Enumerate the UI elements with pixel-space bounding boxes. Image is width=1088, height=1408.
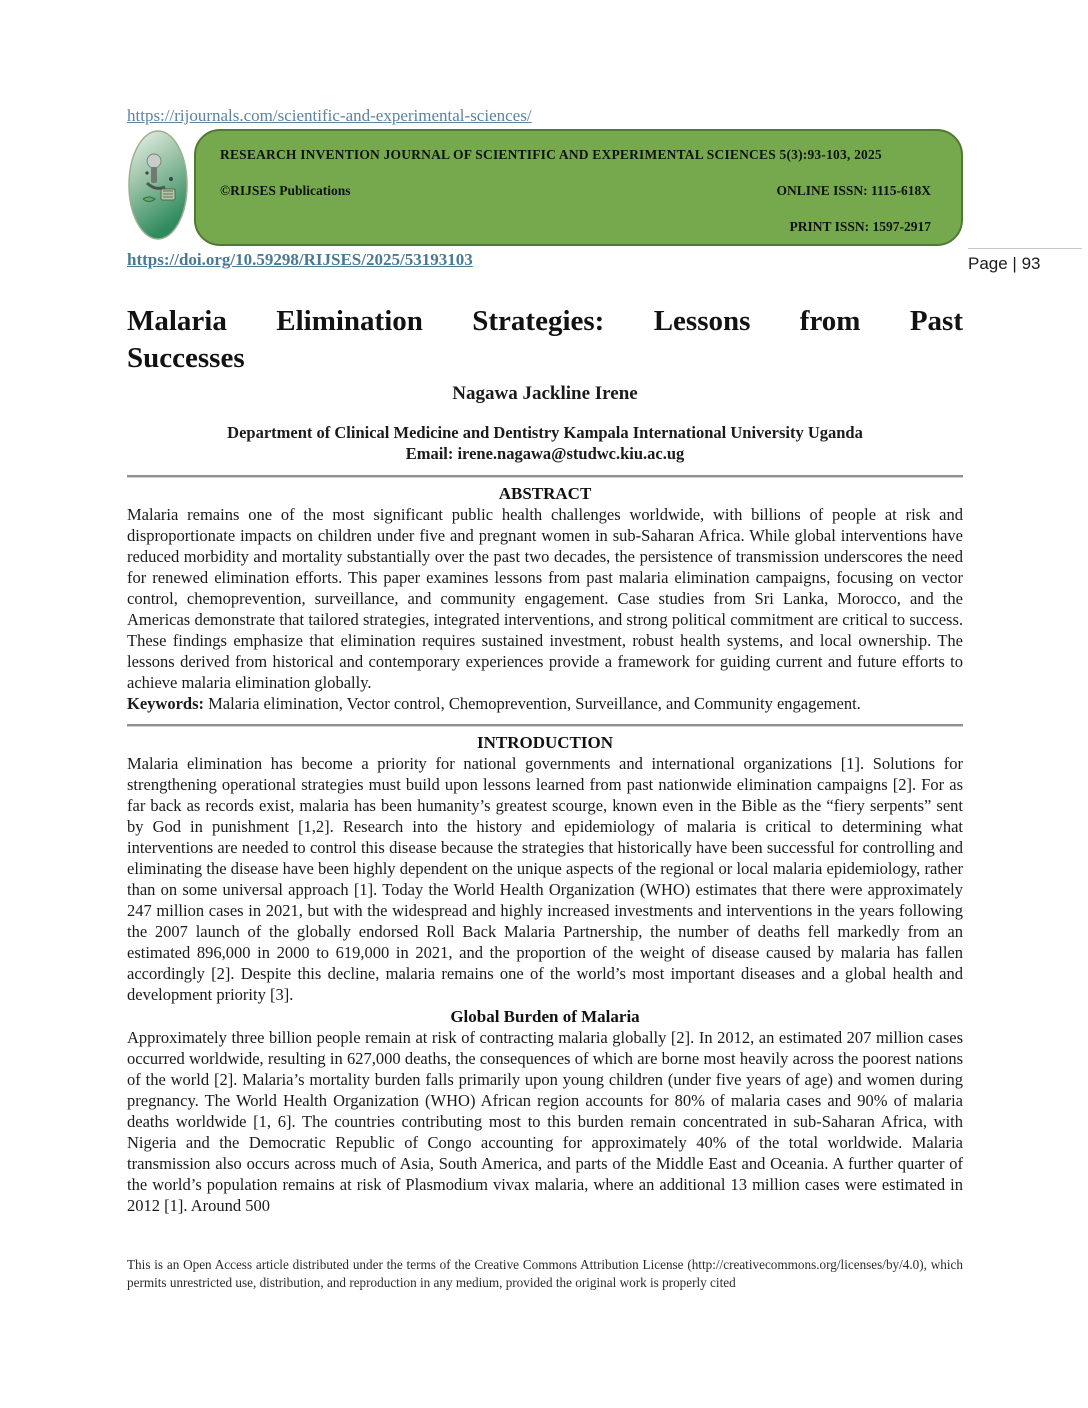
article-title-line2: Successes xyxy=(127,342,245,374)
page-number: Page | 93 xyxy=(968,248,1082,274)
abstract-heading: ABSTRACT xyxy=(498,484,592,503)
journal-header xyxy=(127,129,963,246)
journal-link-row xyxy=(127,0,963,126)
print-issn: PRINT ISSN: 1597-2917 xyxy=(789,219,931,234)
doi-row xyxy=(127,250,963,270)
journal-url-link[interactable]: https://rijournals.com/scientific-and-experimental-sciences/ xyxy=(127,106,532,125)
journal-banner-box xyxy=(194,129,963,246)
author-affiliation: Department of Clinical Medicine and Dentistry Kampala International University Uganda xyxy=(227,423,863,442)
publisher-line: ©RIJSES Publications xyxy=(220,183,351,198)
keywords-text: Malaria elimination, Vector control, Chemoprevention, Surveillance, and Community engagement. xyxy=(204,694,861,713)
author-email: Email: irene.nagawa@studwc.kiu.ac.ug xyxy=(405,444,685,463)
abstract-body: Malaria remains one of the most significant public health challenges worldwide, with billions of people at risk and disproportionate impacts on children under five and pregnant women in sub-Saharan Africa. While global interventions have reduced morbidity and mortality substantially over the past two decades, the persistence of transmission underscores the need for renewed elimination efforts. This paper examines lessons from past malaria elimination campaigns, focusing on vector control, chemoprevention, surveillance, and community engagement. Case studies from Sri Lanka, Morocco, and the Americas demonstrate that tailored strategies, integrated interventions, and strong political commitment are critical to success. These findings emphasize that elimination requires sustained investment, robust health systems, and local ownership. The lessons derived from historical and contemporary experiences provide a framework for guiding current and future efforts to achieve malaria elimination globally. xyxy=(127,505,963,692)
online-issn: ONLINE ISSN: 1115-618X xyxy=(776,183,931,198)
global-burden-body: Approximately three billion people remain at risk of contracting malaria globally [2]. In 2012, an estimated 207 million cases occurred worldwide, resulting in 627,000 deaths, the consequences of which are borne most heavily across the poorest nations of the world [2]. Malaria’s mortality burden falls primarily upon young children (under five years of age) and women during pregnancy. The World Health Organization (WHO) African region accounts for 80% of malaria cases and 90% of malaria deaths worldwide [1, 6]. The countries contributing most to this burden remain concentrated in sub-Saharan Africa, with Nigeria and the Democratic Republic of Congo accounting for approximately 40% of the total worldwide. Malaria transmission also occurs across much of Asia, South America, and parts of the Middle East and Oceania. A further quarter of the world’s population remains at risk of Plasmodium vivax malaria, where an additional 13 million cases were estimated in 2012 [1]. Around 500 xyxy=(127,1028,963,1215)
journal-logo xyxy=(127,129,189,241)
doi-link[interactable]: https://doi.org/10.59298/RIJSES/2025/53193103 xyxy=(127,250,473,269)
section-divider xyxy=(127,724,963,727)
section-divider xyxy=(127,475,963,478)
keywords-label: Keywords: xyxy=(127,694,204,713)
global-burden-heading: Global Burden of Malaria xyxy=(450,1007,640,1026)
introduction-heading: INTRODUCTION xyxy=(476,733,614,752)
article-title xyxy=(127,303,963,377)
journal-title-line: RESEARCH INVENTION JOURNAL OF SCIENTIFIC AND EXPERIMENTAL SCIENCES 5(3):93-103, 2025 xyxy=(220,147,882,162)
introduction-body: Malaria elimination has become a priority for national governments and international organizations [1]. Solutions for strengthening operational strategies must build upon lessons learned from past nationwide elimination campaigns [2]. For as far back as records exist, malaria has been humanity’s greatest scourge, known even in the Bible as the “fiery serpents” sent by God in punishment [1,2]. Research into the history and epidemiology of malaria is critical to determining what interventions are needed to control this disease because the strategies that historically have been successful for controlling and eliminating the disease have been highly dependent on the unique aspects of the regional or local malaria epidemiology, rather than on some universal approach [1]. Today the World Health Organization (WHO) estimates that there were approximately 247 million cases in 2021, but with the widespread and highly increased investments and interventions in the years following the 2007 launch of the globally endorsed Roll Back Malaria Partnership, the number of deaths fell markedly from an estimated 896,000 in 2000 to 619,000 in 2021, and the proportion of the weight of disease caused by malaria has fallen accordingly [2]. Despite this decline, malaria remains one of the world’s most important diseases and a global health and development priority [3]. xyxy=(127,754,963,1004)
license-note: This is an Open Access article distributed under the terms of the Creative Commons Attribution License (http://creativecommons.org/licenses/by/4.0), which permits unrestricted use, distribution, and reproduction in any medium, provided the original work is properly cited xyxy=(127,1257,963,1290)
content-column xyxy=(127,0,963,1291)
keywords-line xyxy=(127,693,963,714)
author-name: Nagawa Jackline Irene xyxy=(452,383,638,404)
article-title-line1: Malaria Elimination Strategies: Lessons from Past xyxy=(127,305,963,337)
